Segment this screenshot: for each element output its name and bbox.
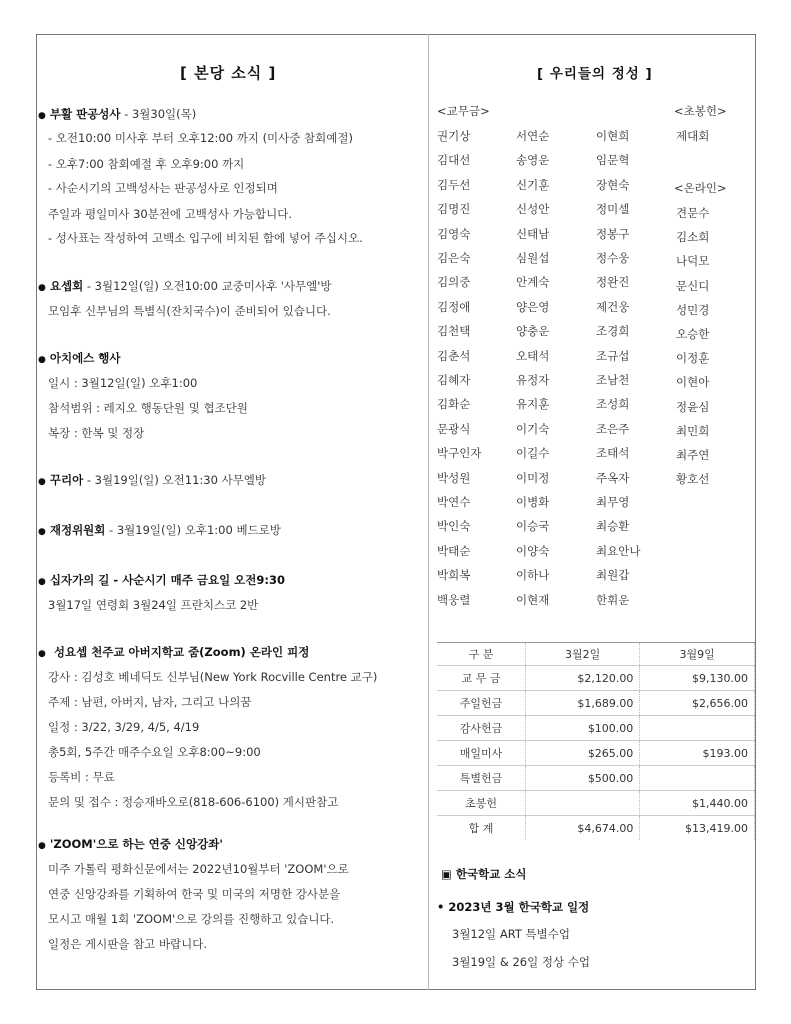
news-item-detail: 일정은 게시판을 참고 바랍니다. [48,937,208,951]
news-item-detail: 모임후 신부님의 특별식(잔치국수)이 준비되어 있습니다. [48,304,331,318]
donor-name: 주옥자 [596,470,630,485]
news-item-detail: 참석범위 : 레지오 행동단원 및 협조단원 [48,401,248,415]
donor-name: 양충운 [516,324,550,339]
news-item-detail: 미주 가톨릭 평화신문에서는 2022년10월부터 'ZOOM'으로 [48,862,349,876]
donor-name: 최요안나 [596,543,641,558]
donor-name: 유정자 [516,373,550,387]
donor-name: 박성원 [437,470,471,485]
table-row: 매일미사 $265.00 $193.00 [437,741,755,766]
donor-name: 신태남 [516,226,550,241]
table-row: 주일헌금 $1,689.00 $2,656.00 [437,691,755,716]
donor-name: 김춘석 [437,348,471,363]
news-item-detail: 등록비 : 무료 [48,770,115,784]
donor-name: 최원갑 [596,568,630,583]
offering-table [437,642,755,840]
donor-name: 이현재 [516,592,550,607]
school-heading: ▣ 한국학교 소식 [441,867,527,881]
donor-name: 서연순 [516,129,550,143]
bullet-icon: ● [38,477,46,487]
donor-name: 김은숙 [437,251,471,265]
donor-name: 최무영 [596,495,630,509]
school-subheading: • 2023년 3월 한국학교 일정 [437,900,590,914]
donor-name: 조남천 [596,373,630,387]
bullet-icon: ● [38,649,46,659]
donor-name: 신기훈 [516,177,550,192]
donor-name: 권기상 [437,129,471,143]
donor-name: 김대선 [437,153,471,168]
news-item-detail: 일시 : 3월12일(일) 오후1:00 [48,376,198,390]
news-item-detail: 3월17일 연령회 3월24일 프란치스코 2반 [48,598,259,612]
donor-name: 정수웅 [596,251,630,265]
bullet-icon: ● [38,111,46,121]
news-item-heading: ● 요셉회 - 3월12일(일) 오전10:00 교중미사후 '사무엘'방 [38,279,332,293]
header-date-2: 3월9일 [640,643,755,666]
gyomu-label: <교무금> [437,104,490,118]
donor-name: 유지훈 [516,397,550,412]
column-divider [428,34,429,990]
table-row: 특별헌금 $500.00 [437,766,755,791]
news-item-heading: ● 재정위원회 - 3월19일(일) 오후1:00 베드로방 [38,523,281,537]
donor-name: 이길수 [516,446,550,461]
online-donor-name: 정윤심 [676,399,710,414]
header-category: 구 분 [437,643,526,666]
donor-name: 김의중 [437,275,471,290]
online-donor-name: 이정훈 [676,351,710,366]
news-item-detail: 복장 : 한복 및 정장 [48,426,145,440]
table-row: 교 무 금 $2,120.00 $9,130.00 [437,666,755,691]
donor-name: 정봉구 [596,226,630,241]
donor-name: 조경희 [596,324,630,339]
online-donor-name: 오승한 [676,327,710,341]
table-header-row [437,643,755,666]
donor-name: 백웅렬 [437,592,471,607]
online-donor-name: 최민희 [676,423,710,438]
donor-name: 박인숙 [437,519,471,534]
news-item-heading: ● 부활 판공성사 - 3월30일(목) [38,107,197,121]
parish-news-title: [ 본당 소식 ] [180,64,277,82]
donor-name: 한휘운 [596,592,630,607]
donor-name: 이하나 [516,568,550,583]
donor-name: 오태석 [516,348,550,363]
news-item-detail: - 성사표는 작성하여 고백소 입구에 비치된 함에 넣어 주십시오. [48,231,363,245]
online-donor-name: 성민경 [676,302,710,317]
donor-name: 이미정 [516,470,550,485]
donor-name: 박연수 [437,495,471,509]
news-item-detail: 강사 : 김성호 베네딕도 신부님(New York Rocville Centre 교구) [48,670,378,684]
donor-name: 송영운 [516,153,550,168]
table-row: 감사헌금 $100.00 [437,716,755,741]
online-donor-name: 김소희 [676,230,710,245]
donor-name: 안계숙 [516,275,550,290]
news-item-detail: 연중 신앙강좌를 기획하여 한국 및 미국의 저명한 강사분을 [48,887,341,901]
donor-name: 장현숙 [596,177,630,192]
donor-name: 최승환 [596,519,630,534]
online-donor-name: 나덕모 [676,254,710,269]
news-item-heading: ● 성요셉 천주교 아버지학교 줌(Zoom) 온라인 피정 [38,645,310,659]
news-item-detail: 모시고 매월 1회 'ZOOM'으로 강의를 진행하고 있습니다. [48,912,335,926]
news-item-detail: 문의 및 접수 : 정승재바오로(818-606-6100) 게시판참고 [48,795,339,809]
chobong-name: 제대회 [676,129,710,143]
school-item: 3월19일 & 26일 정상 수업 [452,955,590,969]
donor-name: 양은영 [516,299,550,314]
online-donor-name: 문신디 [676,278,710,293]
news-item-detail: - 오후7:00 참회예절 후 오후9:00 까지 [48,157,245,171]
bullet-icon: ● [38,355,46,365]
donor-name: 조성희 [596,397,630,412]
donor-name: 김화순 [437,397,471,412]
donor-name: 박희복 [437,568,471,583]
online-donor-name: 최주연 [676,448,710,462]
news-item-heading: ● 아치에스 행사 [38,351,121,365]
chobong-label: <초봉헌> [674,104,727,118]
news-item-detail: 주제 : 남편, 아버지, 남자, 그리고 나의꿈 [48,695,252,709]
donor-name: 김두선 [437,177,471,192]
table-total-row: 합 계 $4,674.00 $13,419.00 [437,816,755,841]
donor-name: 제건웅 [596,299,630,314]
donor-name: 김천택 [437,324,471,339]
donor-name: 문광식 [437,421,471,436]
news-item-detail: 일정 : 3/22, 3/29, 4/5, 4/19 [48,720,200,734]
donor-name: 이현희 [596,129,630,143]
online-donor-name: 황호선 [676,472,710,487]
news-item-heading: ● 'ZOOM'으로 하는 연중 신앙강좌' [38,837,223,851]
news-item-detail: - 사순시기의 고백성사는 판공성사로 인정되며 [48,181,278,195]
bullet-icon: ● [38,527,46,537]
news-item-detail: 총5회, 5주간 매주수요일 오후8:00~9:00 [48,745,261,759]
bullet-icon: ● [38,577,46,587]
bullet-icon: ● [38,283,46,293]
donor-name: 정미셀 [596,202,630,217]
offerings-title: [ 우리들의 정성 ] [537,66,653,82]
donor-name: 신성안 [516,202,550,217]
donor-name: 박구인자 [437,446,482,461]
online-label: <온라인> [674,181,727,195]
bullet-icon: ● [38,841,46,851]
donor-name: 심원섭 [516,251,550,265]
donor-name: 이양숙 [516,543,550,558]
donor-name: 이기숙 [516,421,550,436]
donor-name: 이병화 [516,495,550,509]
news-item-heading: ● 십자가의 길 - 사순시기 매주 금요일 오전9:30 [38,573,286,587]
donor-name: 조규섭 [596,348,630,363]
news-item-detail: - 오전10:00 미사후 부터 오후12:00 까지 (미사중 참회예절) [48,131,353,145]
donor-name: 임문혁 [596,153,630,168]
donor-name: 김정애 [437,299,471,314]
header-date-1: 3월2일 [526,643,640,666]
donor-name: 조태석 [596,446,630,461]
news-item-heading: ● 꾸리아 - 3월19일(일) 오전11:30 사무엘방 [38,473,267,487]
table-row: 초봉헌 $1,440.00 [437,791,755,816]
donor-name: 김명진 [437,202,471,217]
news-item-detail: 주일과 평일미사 30분전에 고백성사 가능합니다. [48,207,292,221]
school-item: 3월12일 ART 특별수업 [452,927,570,941]
donor-name: 조은주 [596,421,630,436]
donor-name: 박태순 [437,543,471,558]
donor-name: 김혜자 [437,373,471,387]
donor-name: 정완진 [596,275,630,290]
donor-name: 이승국 [516,519,550,534]
online-donor-name: 견문수 [676,206,710,220]
online-donor-name: 이현아 [676,375,710,390]
donor-name: 김영숙 [437,226,471,241]
